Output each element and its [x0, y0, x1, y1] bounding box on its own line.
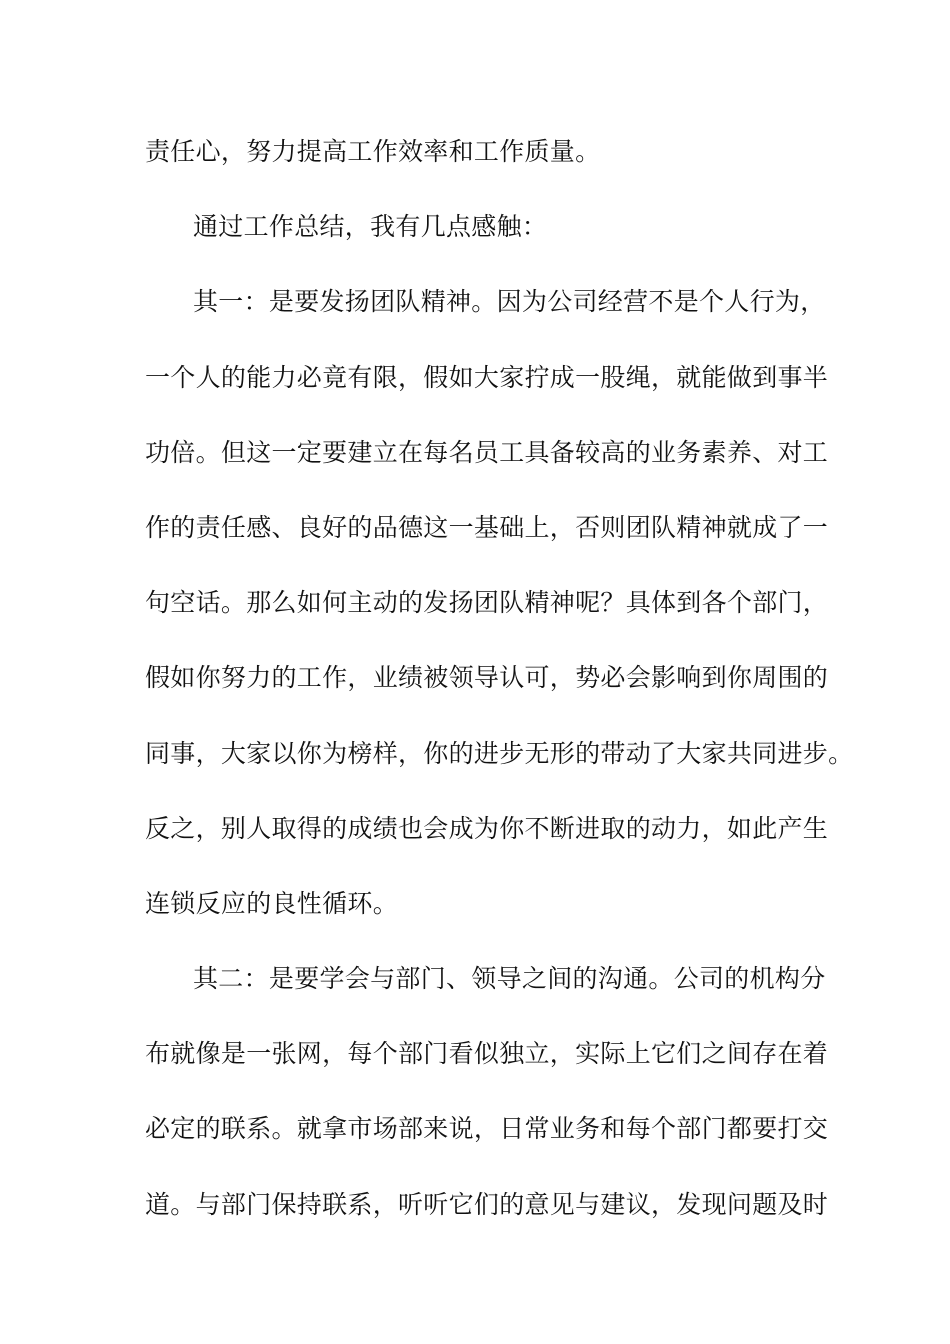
text-line: 反之，别人取得的成绩也会成为你不断进取的动力，如此产生: [145, 813, 829, 843]
text-line: 布就像是一张网，每个部门看似独立，实际上它们之间存在着: [145, 1039, 829, 1069]
text-line: 通过工作总结，我有几点感触：: [193, 212, 548, 242]
text-line: 道。与部门保持联系，听听它们的意见与建议，发现问题及时: [145, 1189, 829, 1219]
text-line: 必定的联系。就拿市场部来说，日常业务和每个部门都要打交: [145, 1114, 829, 1144]
text-line: 句空话。那么如何主动的发扬团队精神呢？具体到各个部门，: [145, 588, 829, 618]
text-line: 作的责任感、良好的品德这一基础上，否则团队精神就成了一: [145, 512, 829, 542]
text-line: 其一：是要发扬团队精神。因为公司经营不是个人行为，: [193, 287, 826, 317]
text-line: 同事，大家以你为榜样，你的进步无形的带动了大家共同进步。: [145, 738, 854, 768]
text-line: 责任心，努力提高工作效率和工作质量。: [145, 137, 601, 166]
text-line: 连锁反应的良性循环。: [145, 888, 399, 918]
document-body: [145, 124, 854, 1252]
text-line: 一个人的能力必竟有限，假如大家拧成一股绳，就能做到事半: [145, 362, 829, 392]
text-line: 假如你努力的工作，业绩被领导认可，势必会影响到你周围的: [145, 663, 829, 693]
text-line: 其二：是要学会与部门、领导之间的沟通。公司的机构分: [193, 964, 826, 994]
text-line: 功倍。但这一定要建立在每名员工具备较高的业务素养、对工: [145, 437, 829, 467]
